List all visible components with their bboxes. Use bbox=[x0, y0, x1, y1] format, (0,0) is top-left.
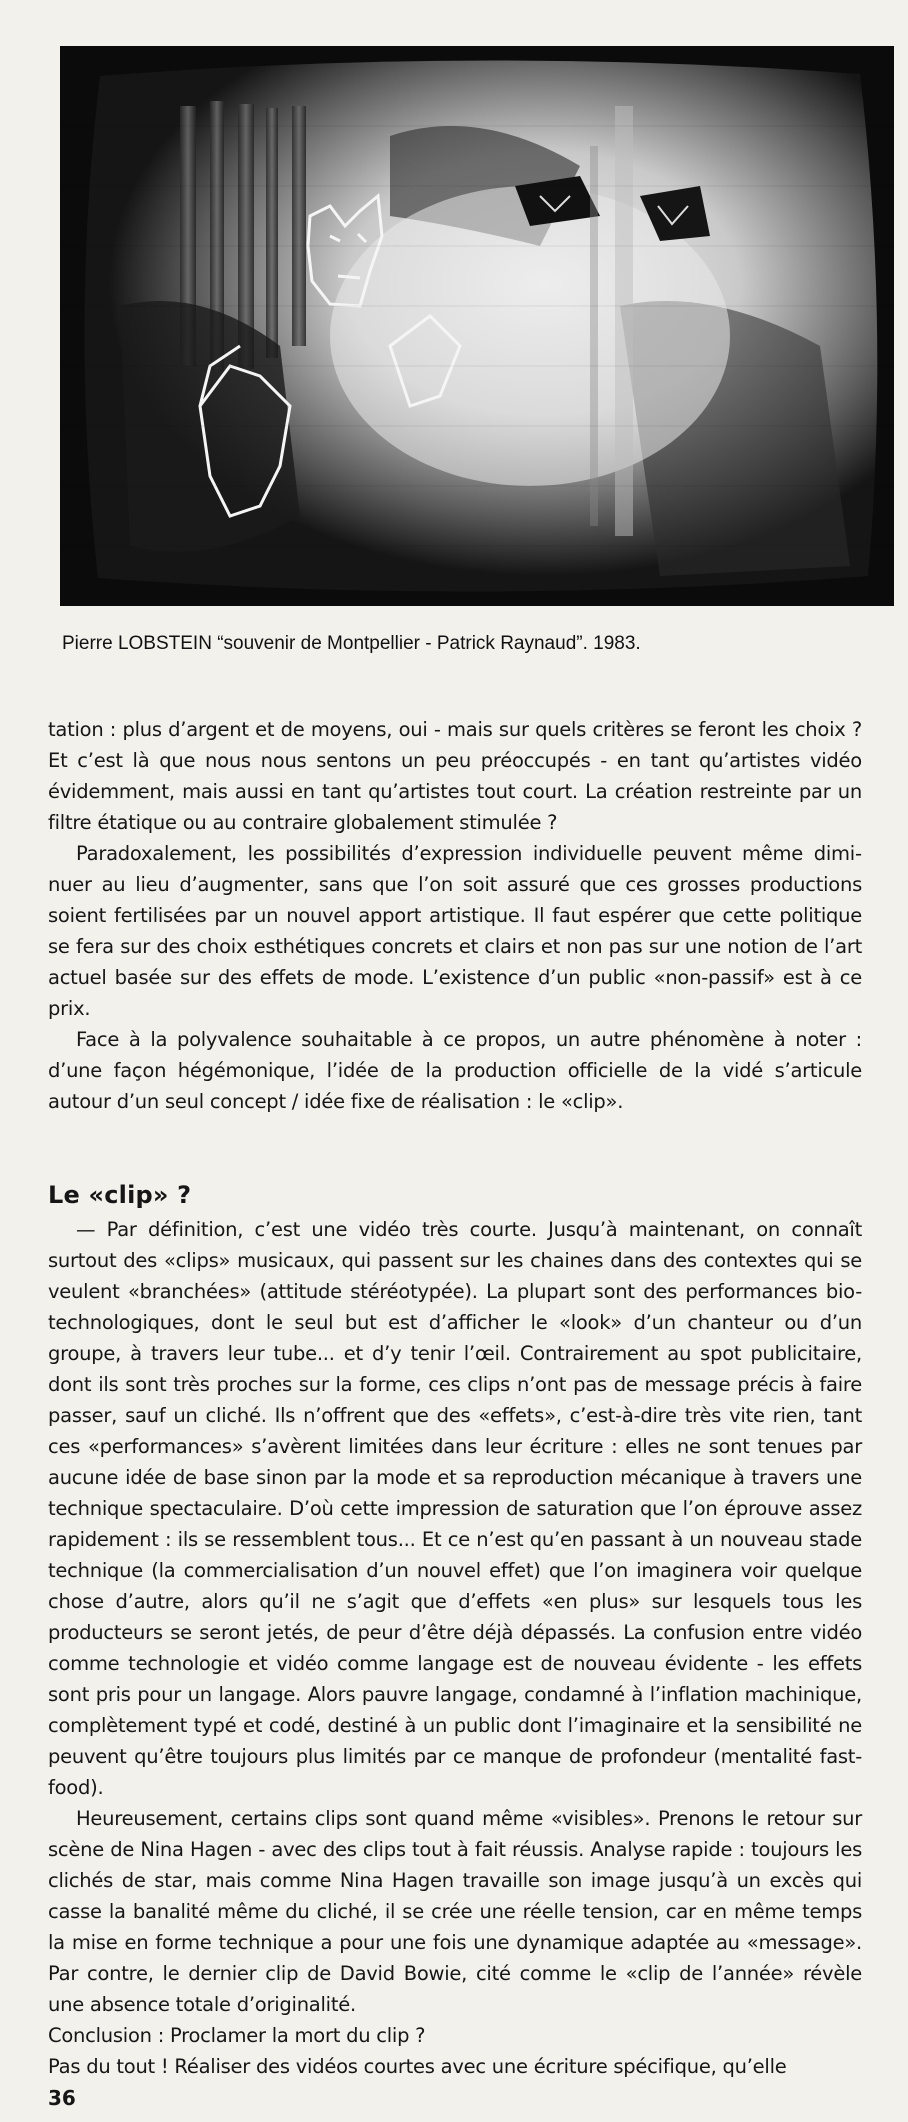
paragraph: Heureusement, certains clips sont quand même «visibles». Prenons le retour sur scène de Nina Hagen - avec des clips tout à fait réussis. Analyse rapide : toujours les clichés de star, mais comme Nina Hagen travaille son image jusqu’à un excès qui casse la banalité même du cliché, il se crée une réelle tension, car en même temps la mise en forme technique a pour une fois une dynamique adaptée au «message». Par contre, le dernier clip de David Bowie, cité comme le «clip de l’année» révèle une absence totale d’originalité. bbox=[48, 1807, 862, 2016]
clip-text-block bbox=[48, 1214, 862, 2082]
paragraph: tation : plus d’argent et de moyens, oui - mais sur quels critères se feront les choix ? Et c’est là que nous nous sentons un peu préoccupés - en tant qu’artistes vidéo évidemment, mais aussi en tant qu’artistes tout court. La création restreinte par un filtre étatique ou au contraire globalement stimulée ? bbox=[48, 718, 862, 834]
page-number: 36 bbox=[48, 2086, 76, 2110]
photo-caption: Pierre LOBSTEIN “souvenir de Montpellier - Patrick Raynaud”. 1983. bbox=[62, 633, 641, 654]
paragraph: Paradoxalement, les possibilités d’expression individuelle peuvent même diminuer au lieu d’augmenter, sans que l’on soit assuré que ces grosses productions soient fertilisées par un nouvel apport artistique. Il faut espérer que cette politique se fera sur des choix esthétiques concrets et clairs et non pas sur une notion de l’art actuel basée sur des effets de mode. L’existence d’un public «non-passif» est à ce prix. bbox=[48, 842, 862, 1020]
paragraph: — Par définition, c’est une vidéo très courte. Jusqu’à maintenant, on connaît surtout des «clips» musicaux, qui passent sur les chaines dans des contextes qui se veulent «branchées» (attitude stéréotypée). La plupart sont des performances bio-technologiques, dont le seul but est d’afficher le «look» d’un chanteur ou d’un groupe, à travers leur tube... et d’y tenir l’œil. Contrairement au spot publicitaire, dont ils sont très proches sur la forme, ces clips n’ont pas de message précis à faire passer, sauf un cliché. Ils n’offrent que des «effets», c’est-à-dire très vite rien, tant ces «performances» s’avèrent limitées dans leur écriture : elles ne sont tenues par aucune idée de base sinon par la mode et sa reproduction mécanique à travers une technique spectaculaire. D’où cette impression de saturation que l’on éprouve assez rapidement : ils se ressemblent tous... Et ce n’est qu’en passant à un nouveau stade technique (la commercialisation d’un nouvel effet) que l’on imaginera voir quelque chose d’autre, alors qu’il ne s’agit que d’effets «en plus» sur lesquels tous les producteurs se seront jetés, de peur d’être déjà dépassés. La confusion entre vidéo comme technologie et vidéo comme langage est de nouveau évidente - les effets sont pris pour un langage. Alors pauvre langage, condamné à l’inflation machinique, complètement typé et codé, destiné à un public dont l’imaginaire et la sensibilité ne peuvent qu’être toujours plus limités par ce manque de profondeur (mentalité fast-food). bbox=[48, 1218, 862, 1799]
video-still-photo bbox=[60, 46, 894, 606]
paragraph: Face à la polyvalence souhaitable à ce propos, un autre phénomène à noter : d’une façon hégémonique, l’idée de la production officielle de la vidé s’articule autour d’un seul concept / idée fixe de réalisation : le «clip». bbox=[48, 1028, 862, 1113]
section-heading: Le «clip» ? bbox=[48, 1181, 192, 1209]
last-line: Pas du tout ! Réaliser des vidéos courtes avec une écriture spécifique, qu’elle bbox=[48, 2055, 787, 2078]
video-still-image bbox=[60, 46, 894, 606]
conclusion-line: Conclusion : Proclamer la mort du clip ? bbox=[48, 2024, 426, 2047]
intro-text-block bbox=[48, 714, 862, 1117]
